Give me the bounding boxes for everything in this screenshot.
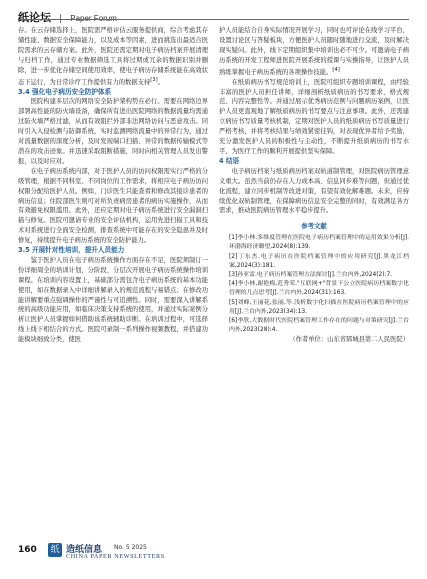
journal-name-cn: 造纸信息 (66, 545, 103, 555)
paragraph: 存。在云存储选择上，医院需严格评估云服务提供商，综合考虑其存储性能、数据安全保障能力，以及成本等因素，进而挑选出最适合医院需求的云存储方案。此外，医院还需定期对电子病历档案开展清理与归档工作，通过专业数据筛选工具将过期或冗余的数据识别并删除，进一步优化存储空间使用效率，使电子病历存储系统能在高效状态下运行，为日常诊疗工作提供有力的数据支持[3]。 (18, 27, 208, 86)
header-separator: | (59, 14, 63, 24)
paragraph: 护人员能结合自身实际情况开展学习，同时也可评论在线学习平台，设置讨论区与答疑板块，方便医护人员随时随地进行交流，及时解决现实疑问。此外，线下定期组织集中培训也必不可少。可邀请电子病历系统的开发工程师进医院开展系统的授课与实操指导，让医护人员熟练掌握电子病历系统的各项操作技能。[4] (219, 27, 409, 76)
section-subtitle: Paper Forum (70, 14, 117, 23)
page-number: 160 (18, 545, 37, 555)
paragraph: 在电子病历系统内部，对于医护人员的访问权限需实行严格的分级管理，根据不同科室、不同岗位的工作需求，将相应电子病历访问权限分配给医护人员。例如，门诊医生只能查看和修改其接诊患者的病历信息；住院部医生则可对所负责病房患者的病历实施操作，从而有效避免权限滥用。此外，还应定期对电子病历系统进行安全漏洞扫描与修复。医院可邀请专业的安全评估机构，运用先进扫描工具和技术对系统进行全面安全检测，排查系统中可能存在的安全隐患并及时修复，持续提升电子病历系统的安全防护能力。 (18, 167, 208, 245)
journal-name-en: CHINA PAPER NEWSLETTERS (66, 553, 165, 560)
author-affiliation: （作者单位：山东省郓城县第二人民医院） (289, 336, 409, 344)
right-column (219, 26, 409, 345)
reference-item: [6]李欣.大数据时代医院档案管理工作存在的问题与对策研究[J].兰台内外,2023(28):4. (229, 318, 409, 334)
reference-item: [3]孙亚雷.电子病历档案管理方法探讨[J].兰台内外,2024(2):7. (229, 272, 393, 279)
reference-item: [2]丁东杰.电子病历在医院档案管理中的应用研究[J].黑龙江档案,2024(3):181. (229, 253, 409, 269)
journal-logo-icon: 纸 (48, 543, 62, 557)
paragraph: 在纸质病历书写规范培训上，医院可组织专题培训课程，由经验丰富的医护人员担任讲师，详细剖析纸质病历的书写要求、格式规范、内容完整性等。并通过展示优秀病历范例与问题病历案例，让医护人员更直观地了解纸质病历的书写要点与注意事项。此外，还需建立病历书写质量考核机制，定期对医护人员的纸质病历书写质量进行严格考核，并将考核结果与绩效紧密挂钩，对表现优异者给予奖励，充分激发医护人员的积极性与主动性，不断提升纸质病历的书写水平，为医疗工作的顺利开展提供坚实保障。 (219, 78, 409, 155)
paragraph: 鉴于医护人员在电子病历系统操作方面存在不足，医院须制订一份详细周全的培训计划，分阶段、分层次开展电子病历系统操作培训课程。在培训内容设置上，基础部分需包含电子病历系统的基本功能使用，如在数据录入中详细讲解录入的规范流程与易错点；在修改功能讲解要重点强调操作的严谨性与可追溯性。同时，需要深入讲解系统的高级功能应用，如临床决策支持系统的使用，并通过实际案例分析让医护人员掌握如何借助该系统辅助诊断。在培训过程中，可选择线上线下相结合的方式。医院可录制一系列操作视频教程，并搭建功能模块细致分类，使医 (18, 256, 208, 344)
header-rule (18, 19, 409, 20)
reference-item: [4]李小林,谢艳梅,范秀荣."互联网+"背景下公立医院病历档案数字化管理的几点思考[J].兰台内外,2024(31):163. (229, 281, 409, 297)
section-title: 纸论坛 (18, 11, 51, 24)
section-heading-3-4: 3.4 强化电子病历安全防护体系 (18, 87, 112, 96)
issue-number: No. 5 2025 (114, 544, 147, 551)
references-title: 参考文献 (301, 222, 327, 231)
section-heading-3-5: 3.5 开展针对性培训，提升人员能力 (18, 246, 125, 255)
section-heading-4: 4 结语 (219, 156, 240, 165)
paragraph: 电子病历档案与纸质病历档案双轨道制管理，对医院病历管理意义重大。虽然当前仍存在人力成本高、信息同步难等问题，但通过优化流程、建立同步机制等改进对策，有望有效化解难题。未来，应持续优化双轨制管理，在保障病历信息安全完整的同时，有效满足各方需求，推动医院病历管理水平稳步提升。 (219, 167, 409, 215)
paragraph: 医院构建多层次的网络安全防护架构势在必行。需要在网络边界部署高性能的防火墙设备，确保所有进出医院网络的数据流量均需通过防火墙严格过滤，从而有效阻拦外部非法网络访问与恶意攻击。同时引入入侵检测与防御系统，实时监测网络流量中的异常行为，通过对流量数据的深度分析，及时发现端口扫描、异常的数据传输模式等潜在的攻击迹象。并迅速采取阻断措施，同时向相关管理人员发出警报，以及时应对。 (18, 98, 208, 165)
reference-item: [5]刘峰,王丽花,张丽,等.浅析数字化扫描在医院病历档案管理中的应用[J].兰台内外,2023(34):13. (229, 299, 409, 315)
citation[interactable]: [4] (332, 66, 340, 73)
left-column (18, 26, 208, 345)
reference-item: [1]李小林.多维度管理在医院电子病历档案管理中的运用效果分析[J].环渤海经济瞭望,2024(8):139. (229, 235, 409, 251)
citation[interactable]: [3] (150, 76, 158, 83)
page-footer (18, 541, 409, 565)
